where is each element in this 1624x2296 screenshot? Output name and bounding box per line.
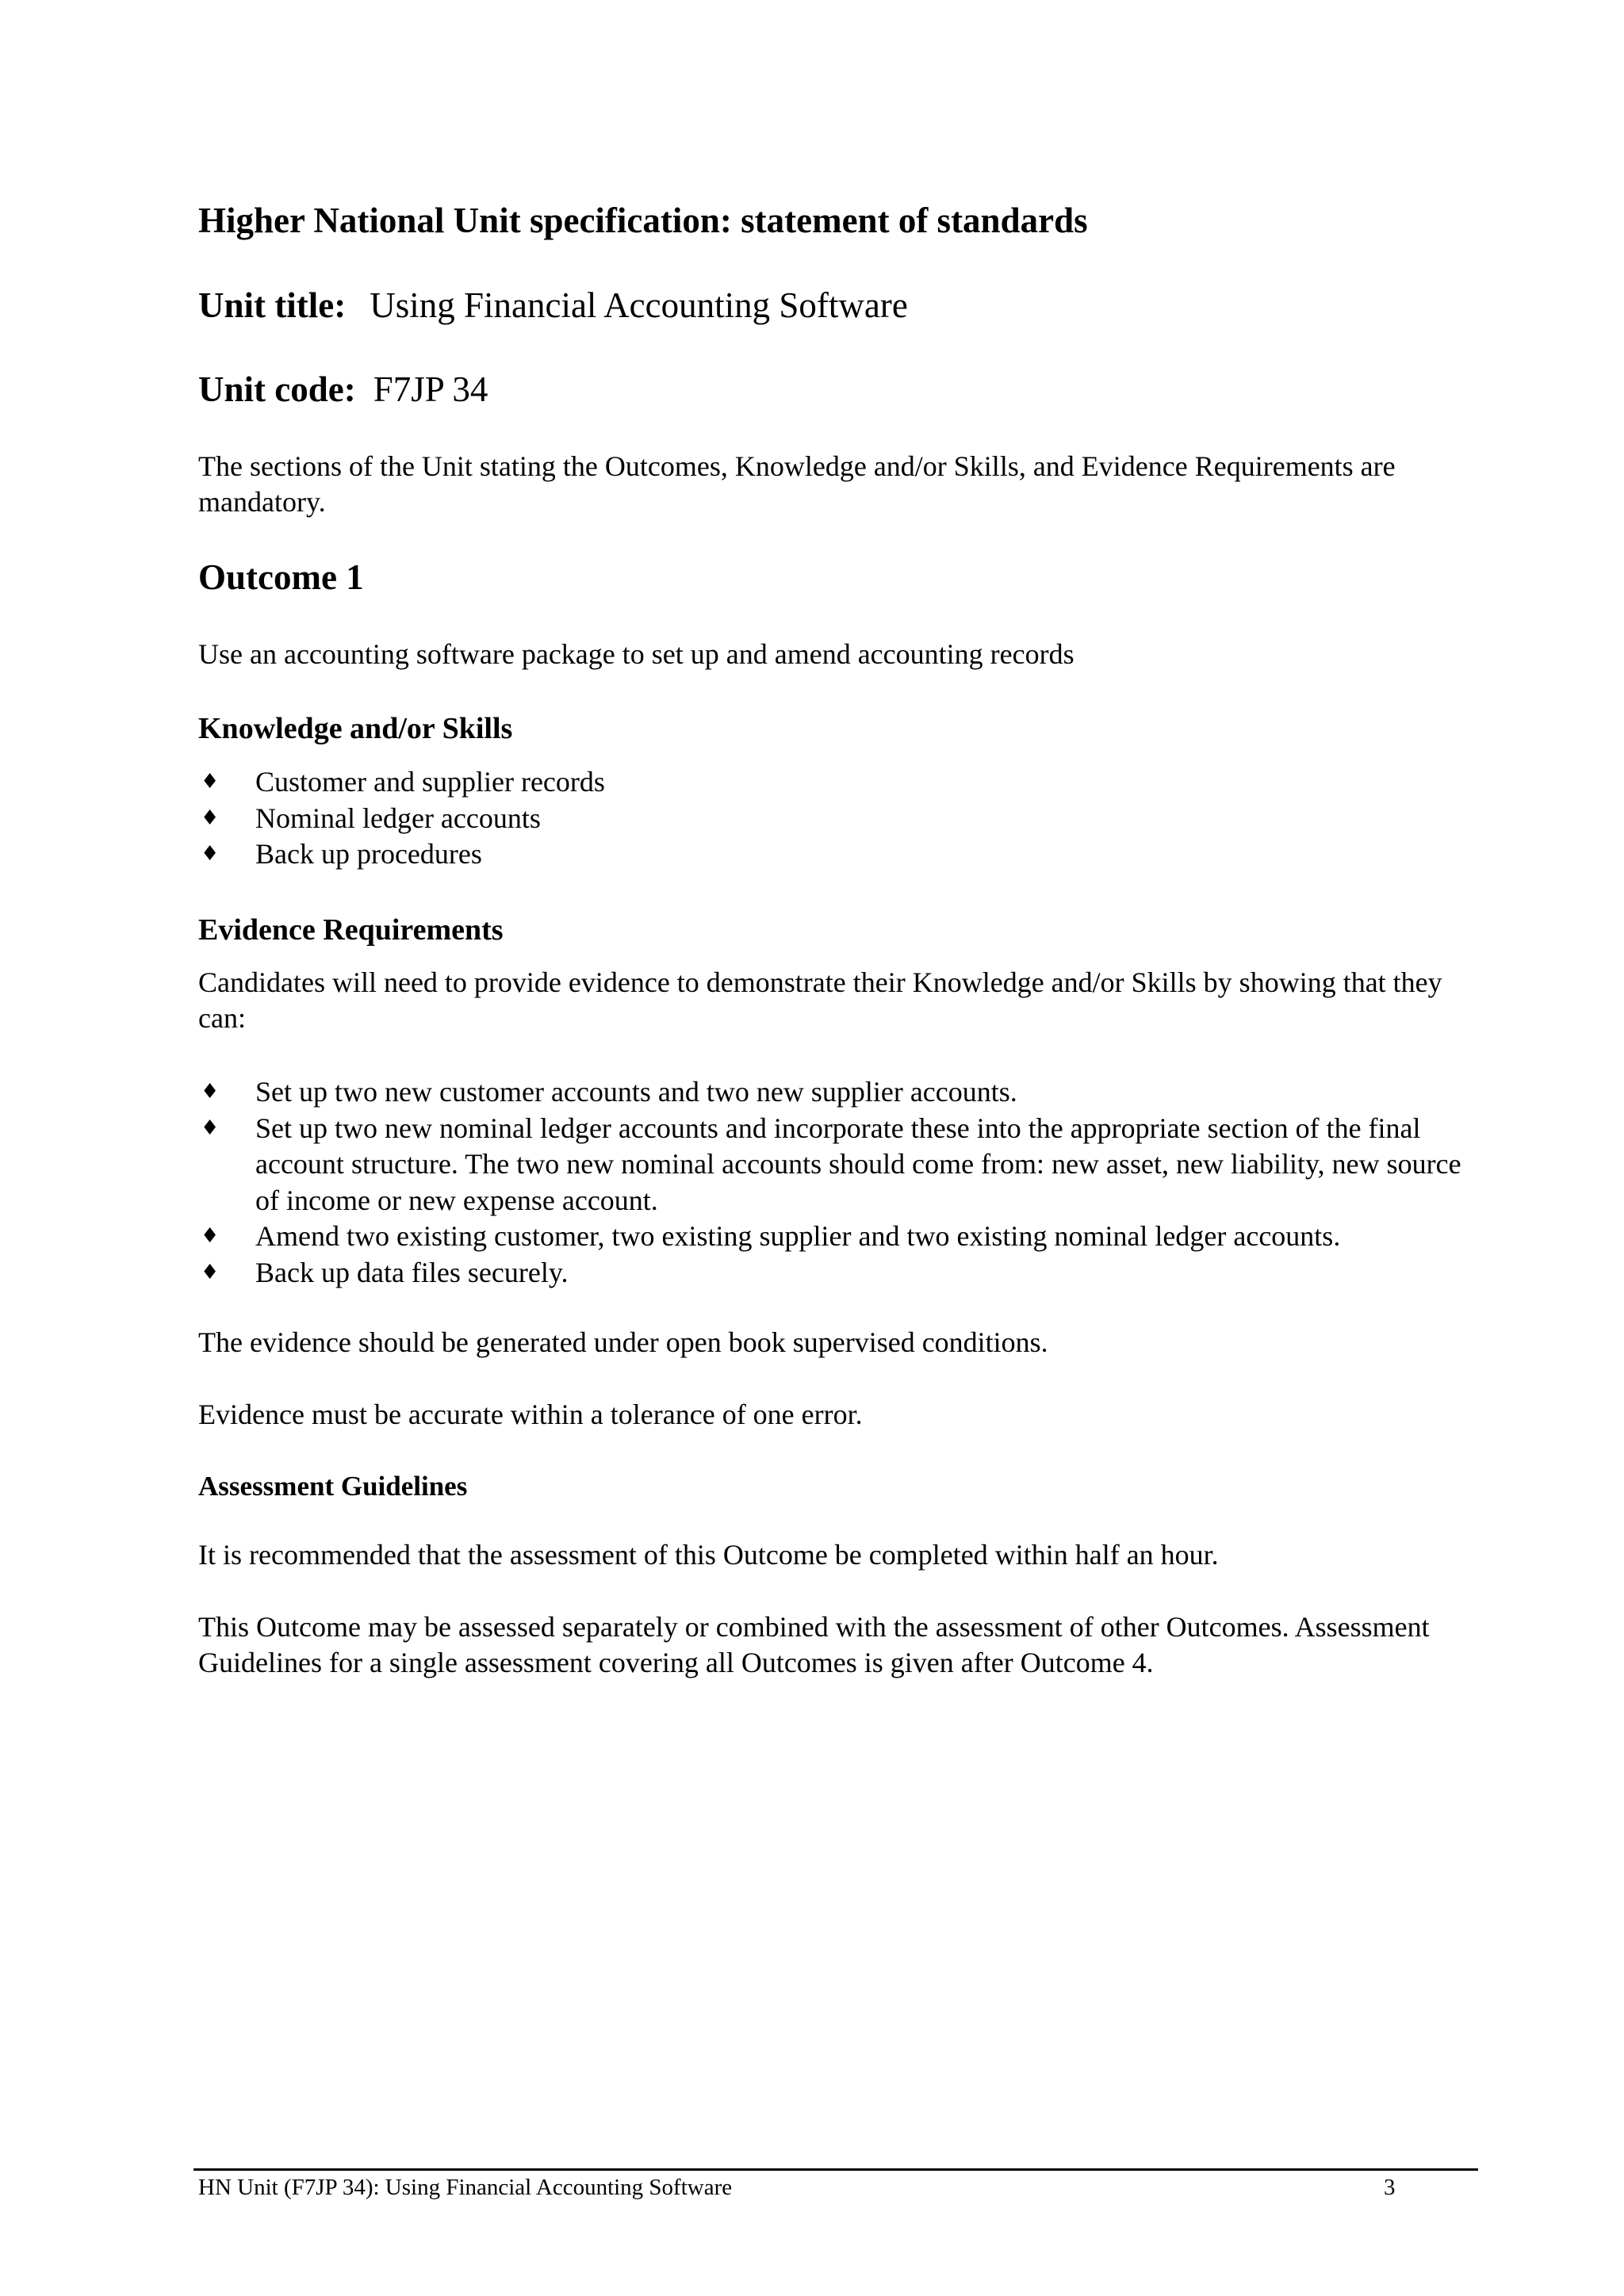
diamond-bullet-icon: ♦ — [201, 842, 220, 866]
knowledge-heading: Knowledge and/or Skills — [198, 712, 513, 745]
unit-code-value: F7JP 34 — [373, 369, 488, 409]
footer-text: HN Unit (F7JP 34): Using Financial Accounting Software — [198, 2175, 733, 2200]
list-item: ♦ Set up two new customer accounts and two new supplier accounts. — [198, 1074, 1483, 1111]
unit-title-value: Using Financial Accounting Software — [370, 285, 908, 325]
evidence-accuracy: Evidence must be accurate within a tolerance of one error. — [198, 1399, 863, 1430]
unit-title-label: Unit title: — [198, 285, 347, 325]
evidence-intro: Candidates will need to provide evidence to demonstrate their Knowledge and/or Skills by showing that they can: — [198, 966, 1442, 1034]
evidence-conditions: The evidence should be generated under open book supervised conditions. — [198, 1326, 1048, 1358]
unit-title-line — [198, 283, 908, 327]
outcome-heading: Outcome 1 — [198, 557, 364, 597]
knowledge-list — [198, 764, 1483, 873]
evidence-list — [198, 1074, 1483, 1291]
outcome-statement: Use an accounting software package to set up and amend accounting records — [198, 638, 1074, 670]
list-item: ♦ Amend two existing customer, two existing supplier and two existing nominal ledger accounts. — [198, 1219, 1483, 1255]
list-item: ♦ Set up two new nominal ledger accounts and incorporate these into the appropriate section of the final account structure. The two new nominal accounts should come from: new asset, new liability, new source of income or new expense account. — [201, 1112, 1461, 1216]
diamond-bullet-icon: ♦ — [201, 1115, 220, 1140]
assessment-paragraph-2: This Outcome may be assessed separately or combined with the assessment of other Outcomes. Assessment Guidelines for a single assessment covering all Outcomes is given after Outcome 4. — [198, 1611, 1430, 1678]
unit-code-line — [198, 367, 488, 411]
evidence-heading: Evidence Requirements — [198, 913, 504, 947]
page-title: Higher National Unit specification: statement of standards — [198, 201, 1088, 240]
footer-divider — [193, 2168, 1478, 2171]
diamond-bullet-icon: ♦ — [201, 770, 220, 794]
diamond-bullet-icon: ♦ — [201, 1080, 220, 1104]
diamond-bullet-icon: ♦ — [201, 1260, 220, 1284]
unit-code-label: Unit code: — [198, 369, 356, 409]
assessment-paragraph-1: It is recommended that the assessment of this Outcome be completed within half an hour. — [198, 1539, 1219, 1571]
intro-paragraph: The sections of the Unit stating the Outcomes, Knowledge and/or Skills, and Evidence Requirements are mandatory. — [198, 450, 1396, 518]
diamond-bullet-icon: ♦ — [201, 806, 220, 830]
list-item: ♦ Nominal ledger accounts — [198, 801, 1483, 837]
page-number: 3 — [1384, 2175, 1396, 2200]
list-item: ♦ Customer and supplier records — [198, 764, 1483, 801]
list-item: ♦ Back up procedures — [198, 836, 1483, 873]
diamond-bullet-icon: ♦ — [201, 1224, 220, 1248]
list-item: ♦ Back up data files securely. — [198, 1255, 1483, 1292]
assessment-heading: Assessment Guidelines — [198, 1471, 468, 1502]
